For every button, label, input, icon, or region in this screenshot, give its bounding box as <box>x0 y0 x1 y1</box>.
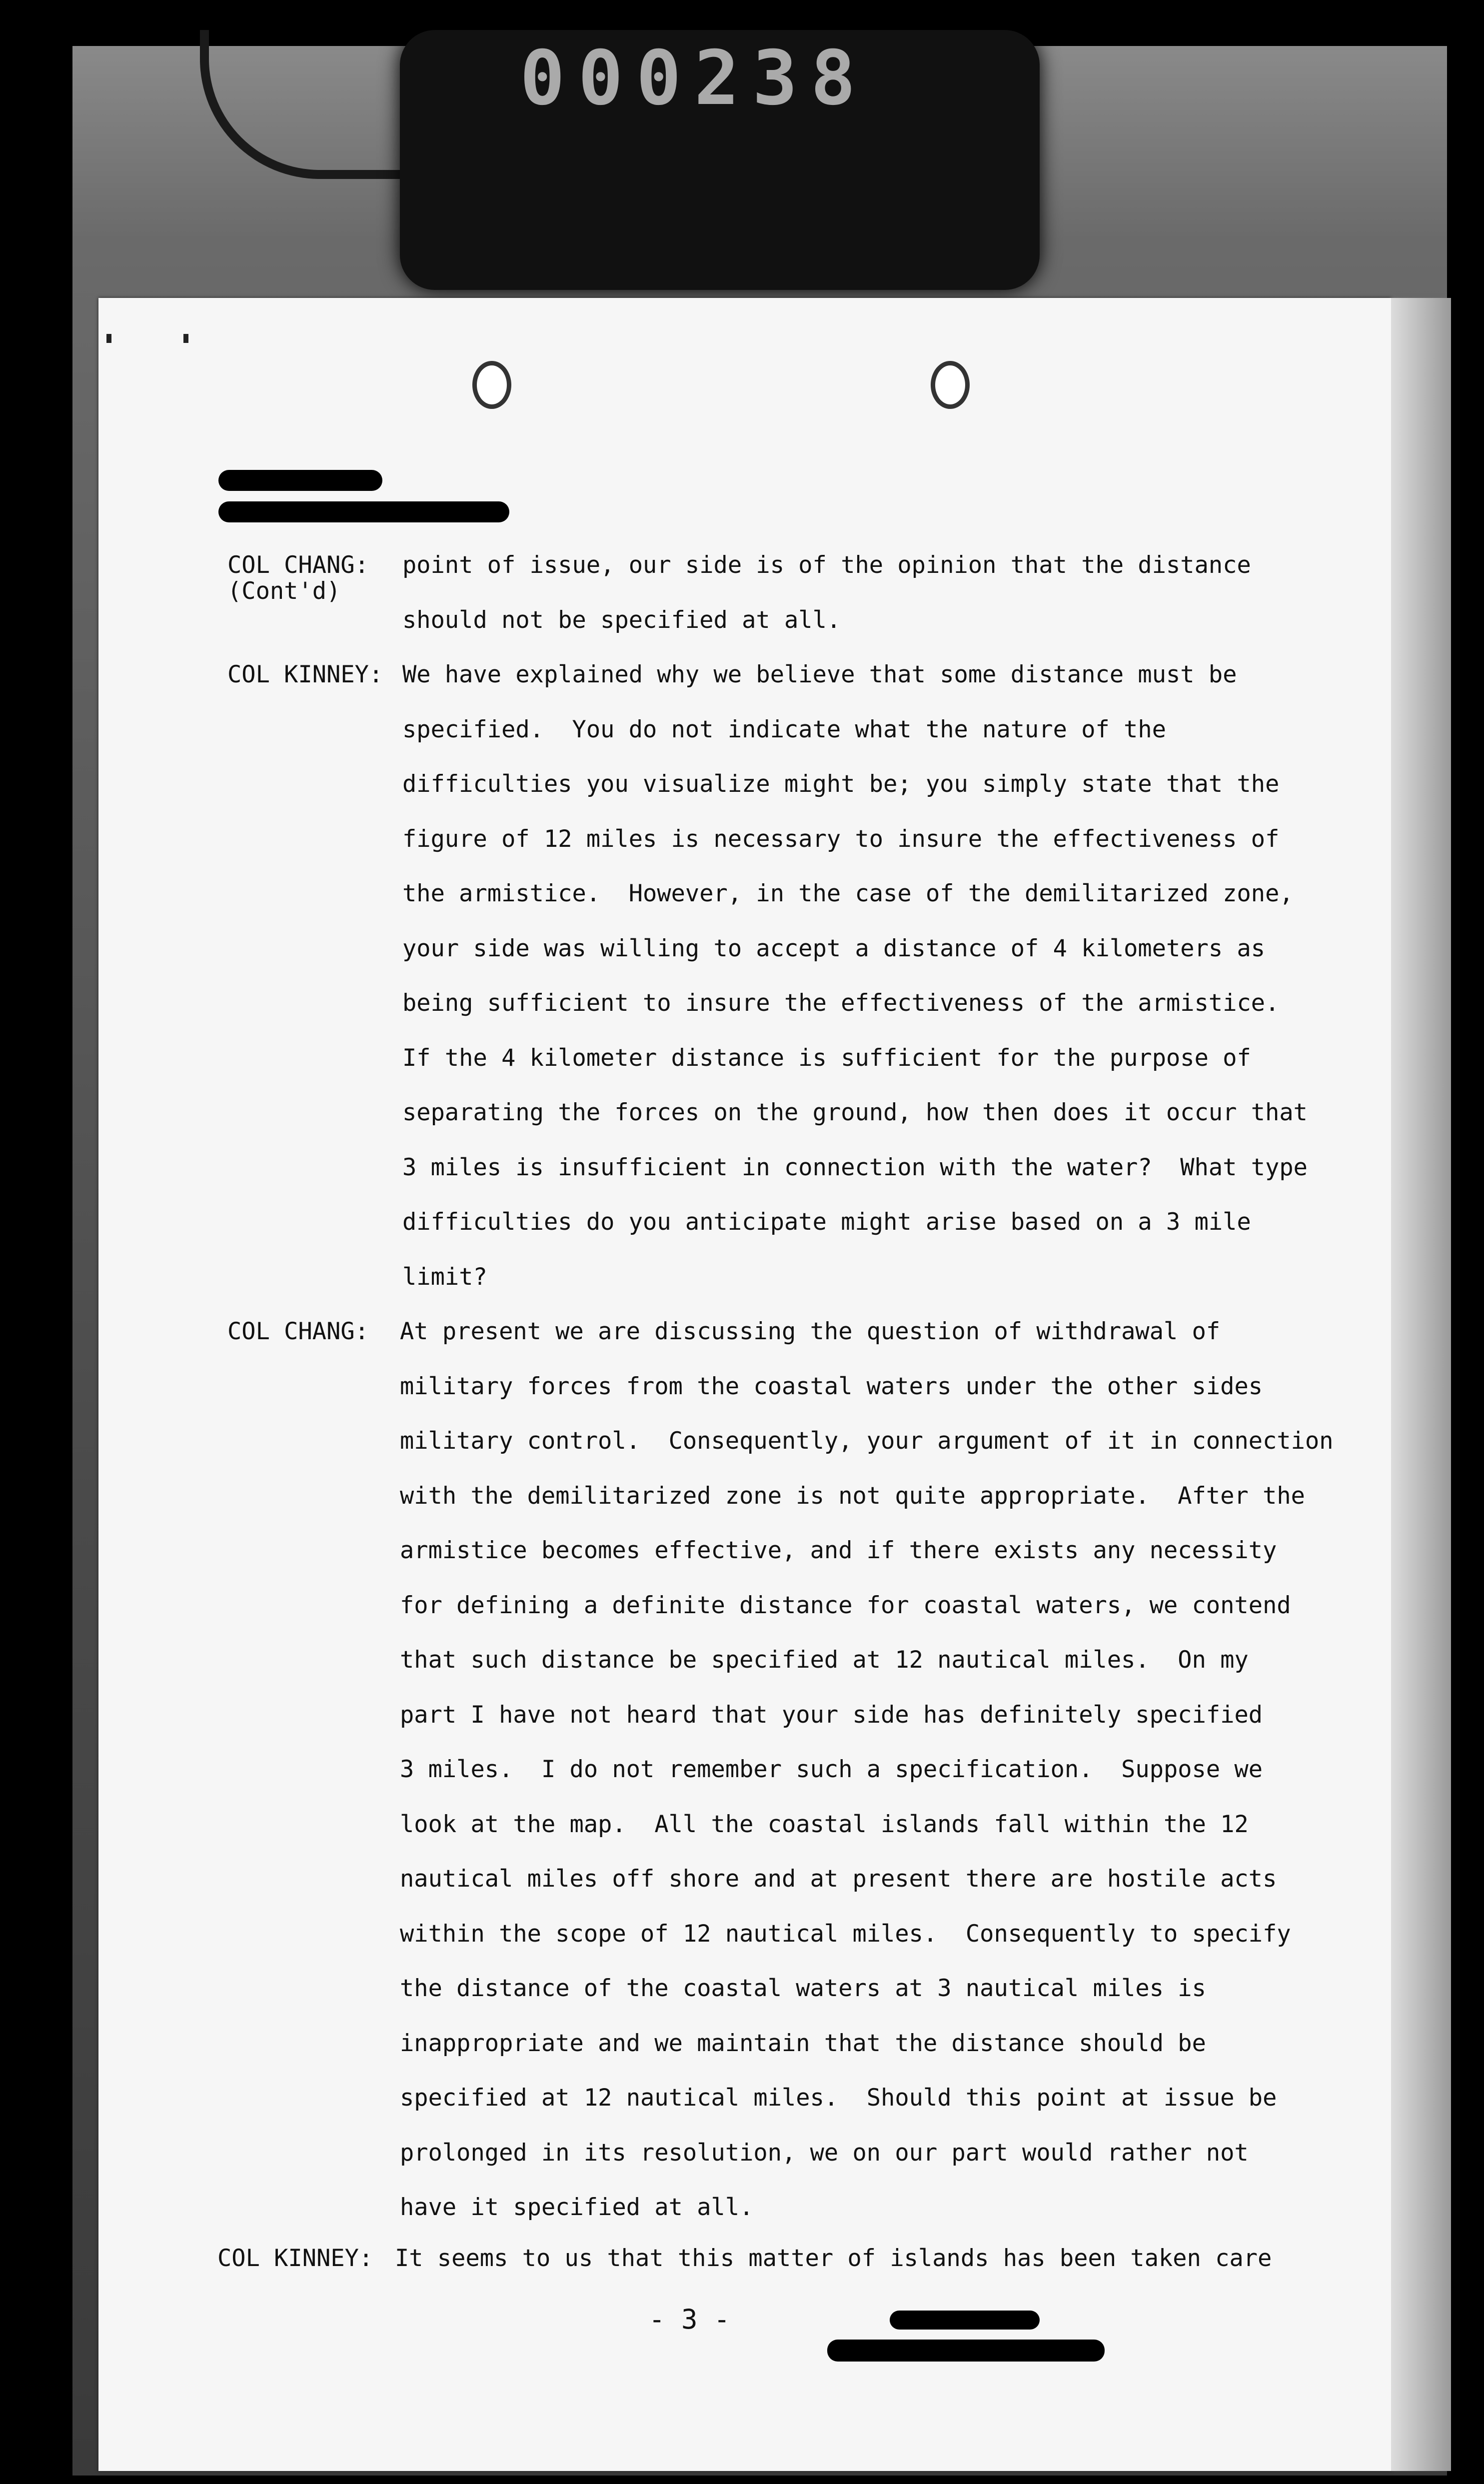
transcript-line: 3 miles. I do not remember such a specification. Suppose we <box>400 1756 1263 1783</box>
transcript-line: nautical miles off shore and at present there are hostile acts <box>400 1865 1277 1893</box>
transcript-line: military control. Consequently, your argument of it in connection <box>400 1427 1334 1455</box>
transcript-line: within the scope of 12 nautical miles. Consequently to specify <box>400 1920 1291 1948</box>
transcript-line: the distance of the coastal waters at 3 nautical miles is <box>400 1975 1206 2002</box>
transcript-line: specified at 12 nautical miles. Should this point at issue be <box>400 2084 1277 2112</box>
transcript-line: that such distance be specified at 12 nautical miles. On my <box>400 1646 1249 1674</box>
transcript-line: If the 4 kilometer distance is sufficient for the purpose of <box>402 1044 1251 1072</box>
speaker-label: COL CHANG: <box>227 1318 369 1345</box>
transcript-line: limit? <box>402 1263 487 1291</box>
transcript-line: It seems to us that this matter of islands has been taken care <box>395 2245 1272 2272</box>
speaker-label: COL KINNEY: <box>217 2245 373 2272</box>
transcript-line: with the demilitarized zone is not quite appropriate. After the <box>400 1482 1305 1510</box>
punch-hole-left <box>472 361 511 409</box>
redaction-bar <box>890 2311 1040 2330</box>
transcript-line: figure of 12 miles is necessary to insure the effectiveness of <box>402 825 1280 853</box>
transcript-line: military forces from the coastal waters under the other sides <box>400 1373 1263 1400</box>
speaker-note: (Cont'd) <box>227 577 341 605</box>
page-number: - 3 - <box>649 2304 730 2335</box>
transcript-line: should not be specified at all. <box>402 606 841 634</box>
transcript-line: 3 miles is insufficient in connection with the water? What type <box>402 1154 1308 1181</box>
transcript-line: your side was willing to accept a distance of 4 kilometers as <box>402 935 1266 962</box>
speaker-label: COL CHANG: <box>227 551 369 579</box>
transcript-line: armistice becomes effective, and if there exists any necessity <box>400 1537 1277 1564</box>
transcript-line: At present we are discussing the question of withdrawal of <box>400 1318 1221 1345</box>
redaction-bar <box>218 501 509 522</box>
frame-counter: 000238 <box>520 35 869 122</box>
punch-hole-right <box>931 361 970 409</box>
transcript-line: difficulties do you anticipate might arise based on a 3 mile <box>402 1208 1251 1236</box>
transcript-line: the armistice. However, in the case of the demilitarized zone, <box>402 880 1294 907</box>
transcript-line: part I have not heard that your side has definitely specified <box>400 1701 1263 1729</box>
transcript-line: inappropriate and we maintain that the distance should be <box>400 2030 1206 2057</box>
transcript-line: prolonged in its resolution, we on our part would rather not <box>400 2139 1249 2167</box>
scan-speck <box>106 334 111 343</box>
transcript-line: difficulties you visualize might be; you simply state that the <box>402 770 1280 798</box>
speaker-label: COL KINNEY: <box>227 661 383 688</box>
transcript-line: look at the map. All the coastal islands fall within the 12 <box>400 1811 1249 1838</box>
transcript-line: We have explained why we believe that some distance must be <box>402 661 1237 688</box>
page-edge-strip <box>1391 298 1451 2471</box>
transcript-line: for defining a definite distance for coastal waters, we contend <box>400 1592 1291 1619</box>
scan-speck <box>183 334 188 343</box>
transcript-line: being sufficient to insure the effectiveness of the armistice. <box>402 989 1280 1017</box>
transcript-line: specified. You do not indicate what the nature of the <box>402 716 1167 743</box>
transcript-line: have it specified at all. <box>400 2194 754 2221</box>
redaction-bar <box>827 2340 1105 2362</box>
redaction-bar <box>218 470 382 491</box>
transcript-line: separating the forces on the ground, how then does it occur that <box>402 1099 1308 1126</box>
transcript-line: point of issue, our side is of the opinion that the distance <box>402 551 1251 579</box>
